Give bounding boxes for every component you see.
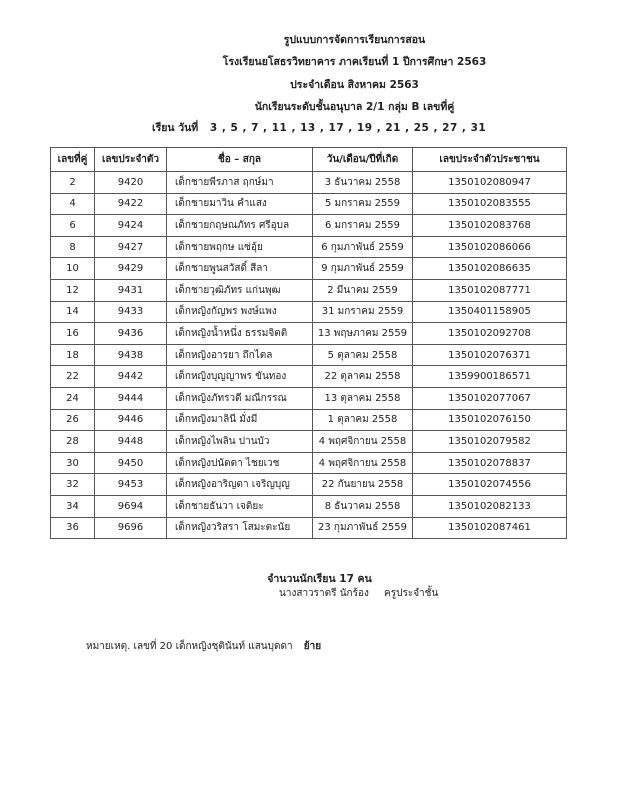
table-row: [51, 215, 567, 237]
table-row: [51, 431, 567, 453]
table-row: [51, 409, 567, 431]
table-row: [51, 344, 567, 366]
student-id-cell: 9442: [95, 366, 167, 388]
name-cell: เด็กหญิงน้ำหนึ่ง ธรรมจิตติ: [167, 323, 313, 345]
remark-status: ย้าย: [303, 641, 322, 652]
birthdate-cell: 3 ธันวาคม 2558: [313, 172, 413, 194]
student-id-cell: 9438: [95, 344, 167, 366]
document-title: รูปแบบการจัดการเรียนการสอน: [283, 34, 426, 46]
seat-no-cell: 32: [51, 474, 95, 496]
name-cell: เด็กชายวุฒิภัทร แก่นพุฒ: [167, 279, 313, 301]
birthdate-cell: 5 มกราคม 2559: [313, 193, 413, 215]
seat-no-cell: 24: [51, 387, 95, 409]
birthdate-cell: 23 กุมภาพันธ์ 2559: [313, 517, 413, 539]
table-row: [51, 474, 567, 496]
seat-no-cell: 28: [51, 431, 95, 453]
birthdate-cell: 22 กันยายน 2558: [313, 474, 413, 496]
citizen-id-cell: 1350102083555: [413, 193, 567, 215]
birthdate-cell: 4 พฤศจิกายน 2558: [313, 452, 413, 474]
seat-no-cell: 4: [51, 193, 95, 215]
name-cell: เด็กหญิงภัทรวดี มณีกรรณ: [167, 387, 313, 409]
month-label: ประจำเดือน สิงหาคม 2563: [290, 79, 419, 91]
student-id-cell: 9422: [95, 193, 167, 215]
table-row: [51, 193, 567, 215]
student-id-cell: 9424: [95, 215, 167, 237]
citizen-id-cell: 1350102079582: [413, 431, 567, 453]
student-id-cell: 9448: [95, 431, 167, 453]
birthdate-cell: 6 มกราคม 2559: [313, 215, 413, 237]
birthdate-cell: 31 มกราคม 2559: [313, 301, 413, 323]
citizen-id-cell: 1350102087461: [413, 517, 567, 539]
table-row: [51, 452, 567, 474]
name-cell: เด็กชายมาวิน คำแสง: [167, 193, 313, 215]
class-group: นักเรียนระดับชั้นอนุบาล 2/1 กลุ่ม B เลขที่คู่: [254, 101, 455, 113]
citizen-id-cell: 1350102092708: [413, 323, 567, 345]
column-header-student-id: เลขประจำตัว: [95, 148, 167, 172]
teacher-name: นางสาวราตรี นักร้อง: [279, 588, 369, 599]
seat-no-cell: 22: [51, 366, 95, 388]
seat-no-cell: 10: [51, 258, 95, 280]
column-header-birthdate: วัน/เดือน/ปีที่เกิด: [313, 148, 413, 172]
table-row: [51, 279, 567, 301]
table-row: [51, 301, 567, 323]
seat-no-cell: 8: [51, 236, 95, 258]
table-row: [51, 172, 567, 194]
study-days: 3 , 5 , 7 , 11 , 13 , 17 , 19 , 21 , 25 , 27 , 31: [209, 122, 487, 134]
student-total: จำนวนนักเรียน 17 คน: [267, 573, 372, 585]
birthdate-cell: 1 ตุลาคม 2558: [313, 409, 413, 431]
seat-no-cell: 12: [51, 279, 95, 301]
student-id-cell: 9696: [95, 517, 167, 539]
citizen-id-cell: 1350102077067: [413, 387, 567, 409]
study-days-line: [152, 121, 486, 135]
student-table: [50, 147, 567, 539]
citizen-id-cell: 1359900186571: [413, 366, 567, 388]
name-cell: เด็กชายพูนสวัสดิ์ สีลา: [167, 258, 313, 280]
birthdate-cell: 2 มีนาคม 2559: [313, 279, 413, 301]
name-cell: เด็กหญิงบุญญาพร ขันทอง: [167, 366, 313, 388]
name-cell: เด็กหญิงกัญพร พงษ์แพง: [167, 301, 313, 323]
seat-no-cell: 30: [51, 452, 95, 474]
table-row: [51, 387, 567, 409]
column-header-seat-no: เลขที่คู่: [51, 148, 95, 172]
birthdate-cell: 6 กุมภาพันธ์ 2559: [313, 236, 413, 258]
student-id-cell: 9420: [95, 172, 167, 194]
student-id-cell: 9427: [95, 236, 167, 258]
name-cell: เด็กหญิงวริสรา โสมะตะนัย: [167, 517, 313, 539]
student-id-cell: 9694: [95, 495, 167, 517]
seat-no-cell: 36: [51, 517, 95, 539]
birthdate-cell: 13 พฤษภาคม 2559: [313, 323, 413, 345]
citizen-id-cell: 1350102083768: [413, 215, 567, 237]
student-id-cell: 9433: [95, 301, 167, 323]
seat-no-cell: 18: [51, 344, 95, 366]
table-row: [51, 258, 567, 280]
teacher-line: [279, 586, 438, 601]
citizen-id-cell: 1350102082133: [413, 495, 567, 517]
student-id-cell: 9436: [95, 323, 167, 345]
student-id-cell: 9431: [95, 279, 167, 301]
citizen-id-cell: 1350102086635: [413, 258, 567, 280]
seat-no-cell: 34: [51, 495, 95, 517]
seat-no-cell: 16: [51, 323, 95, 345]
column-header-name: ชื่อ – สกุล: [167, 148, 313, 172]
seat-no-cell: 14: [51, 301, 95, 323]
citizen-id-cell: 1350102074556: [413, 474, 567, 496]
birthdate-cell: 4 พฤศจิกายน 2558: [313, 431, 413, 453]
name-cell: เด็กหญิงอารยา ถึกไตล: [167, 344, 313, 366]
birthdate-cell: 22 ตุลาคม 2558: [313, 366, 413, 388]
name-cell: เด็กชายพีรภาส ฤกษ์มา: [167, 172, 313, 194]
birthdate-cell: 13 ตุลาคม 2558: [313, 387, 413, 409]
birthdate-cell: 8 ธันวาคม 2558: [313, 495, 413, 517]
name-cell: เด็กชายพฤกษ แซ่อุ้ย: [167, 236, 313, 258]
student-id-cell: 9429: [95, 258, 167, 280]
table-row: [51, 366, 567, 388]
teacher-role: ครูประจำชั้น: [384, 588, 439, 599]
citizen-id-cell: 1350102076371: [413, 344, 567, 366]
school-term: โรงเรียนยโสธรวิทยาคาร ภาคเรียนที่ 1 ปีการศึกษา 2563: [222, 56, 487, 68]
table-row: [51, 495, 567, 517]
seat-no-cell: 2: [51, 172, 95, 194]
table-row: [51, 323, 567, 345]
remark: [86, 639, 321, 654]
birthdate-cell: 5 ตุลาคม 2558: [313, 344, 413, 366]
citizen-id-cell: 1350102080947: [413, 172, 567, 194]
study-days-label: เรียน วันที่: [152, 122, 199, 134]
column-header-citizen-id: เลขประจำตัวประชาชน: [413, 148, 567, 172]
name-cell: เด็กหญิงมาลินี มั่งมี: [167, 409, 313, 431]
student-id-cell: 9446: [95, 409, 167, 431]
table-header-row: [51, 148, 567, 172]
citizen-id-cell: 1350102087771: [413, 279, 567, 301]
seat-no-cell: 26: [51, 409, 95, 431]
student-id-cell: 9453: [95, 474, 167, 496]
table-row: [51, 236, 567, 258]
student-id-cell: 9450: [95, 452, 167, 474]
name-cell: เด็กหญิงไพลิน ปานบัว: [167, 431, 313, 453]
student-id-cell: 9444: [95, 387, 167, 409]
name-cell: เด็กหญิงอาริญดา เจริญบุญ: [167, 474, 313, 496]
citizen-id-cell: 1350401158905: [413, 301, 567, 323]
name-cell: เด็กชายกฤษณภัทร ศรีอุบล: [167, 215, 313, 237]
name-cell: เด็กชายธันวา เจติยะ: [167, 495, 313, 517]
seat-no-cell: 6: [51, 215, 95, 237]
citizen-id-cell: 1350102078837: [413, 452, 567, 474]
citizen-id-cell: 1350102076150: [413, 409, 567, 431]
name-cell: เด็กหญิงปนัดดา ไชยเวช: [167, 452, 313, 474]
citizen-id-cell: 1350102086066: [413, 236, 567, 258]
remark-text: หมายเหตุ. เลขที่ 20 เด็กหญิงชุตินันท์ แสนบุดดา: [86, 641, 293, 652]
birthdate-cell: 9 กุมภาพันธ์ 2559: [313, 258, 413, 280]
table-row: [51, 517, 567, 539]
